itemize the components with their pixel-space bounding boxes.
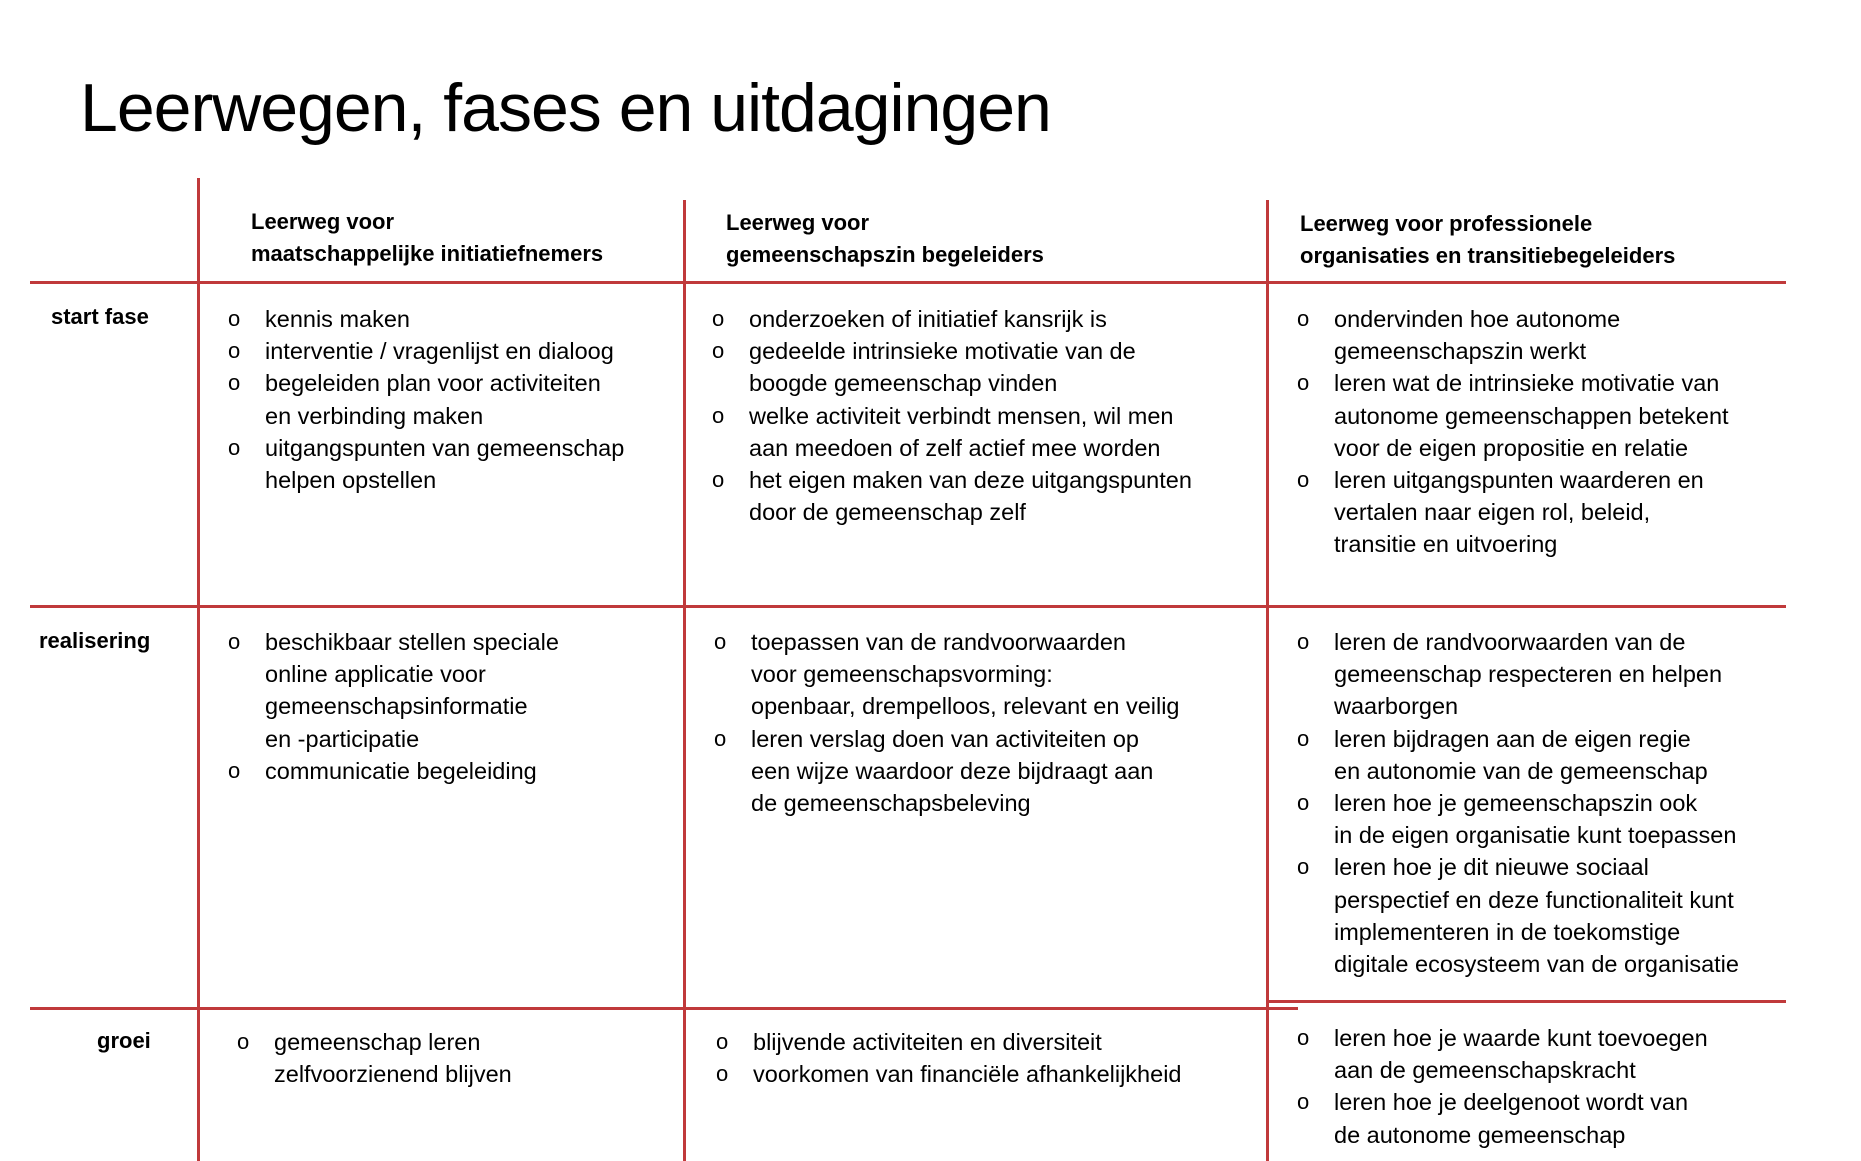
list-item: o leren de randvoorwaarden van de gemeenschap respecteren en helpen waarborgen [1297, 626, 1739, 723]
cell-list [714, 626, 1180, 819]
list-item: o beschikbaar stellen speciale online applicatie voor gemeenschapsinformatie en -participatie [228, 626, 559, 755]
column-header: Leerweg voor maatschappelijke initiatiefnemers [251, 209, 604, 266]
bullet-icon: o [228, 370, 241, 396]
bullet-icon: o [1297, 1025, 1310, 1050]
header-divider-line [30, 281, 1786, 284]
row-label: realisering [39, 628, 151, 653]
list-item: o het eigen maken van deze uitgangspunten door de gemeenschap zelf [712, 464, 1192, 528]
row-label: start fase [51, 304, 149, 329]
list-item: o leren hoe je gemeenschapszin ook in de eigen organisatie kunt toepassen [1297, 787, 1739, 851]
list-item: o gemeenschap leren zelfvoorzienend blijven [237, 1026, 512, 1090]
list-item: o leren hoe je dit nieuwe sociaal perspectief en deze functionaliteit kunt implementeren in de toekomstige digitale ecosysteem van de organisatie [1297, 851, 1739, 980]
bullet-icon: o [228, 306, 241, 331]
cell-list [1297, 1022, 1708, 1151]
list-item: o begeleiden plan voor activiteiten en verbinding maken [228, 367, 624, 431]
bullet-icon: o [1297, 306, 1310, 331]
page-title: Leerwegen, fases en uitdagingen [80, 70, 1051, 146]
row-label: groei [97, 1028, 151, 1053]
bullet-icon: o [228, 629, 241, 654]
list-item: o blijvende activiteiten en diversiteit [716, 1026, 1182, 1058]
bullet-icon: o [228, 338, 241, 364]
list-item: o leren wat de intrinsieke motivatie van autonome gemeenschappen betekent voor de eigen propositie en relatie [1297, 367, 1729, 464]
column-header: Leerweg voor gemeenschapszin begeleiders [726, 210, 1044, 267]
bullet-icon: o [714, 629, 727, 654]
bullet-icon: o [1297, 467, 1310, 493]
bullet-icon: o [712, 467, 725, 493]
list-item: o toepassen van de randvoorwaarden voor gemeenschapsvorming: openbaar, drempelloos, relevant en veilig [714, 626, 1180, 723]
cell-list [1297, 626, 1739, 980]
list-item: o leren uitgangspunten waarderen en vertalen naar eigen rol, beleid, transitie en uitvoering [1297, 464, 1729, 561]
list-item: o kennis maken [228, 303, 624, 335]
row-divider-line [30, 1007, 1298, 1010]
cell-list [1297, 303, 1729, 561]
list-item: o gedeelde intrinsieke motivatie van de boogde gemeenschap vinden [712, 335, 1192, 399]
column-divider-line [683, 200, 686, 1161]
list-item: o leren bijdragen aan de eigen regie en autonomie van de gemeenschap [1297, 723, 1739, 787]
bullet-icon: o [1297, 370, 1310, 396]
bullet-icon: o [1297, 629, 1310, 654]
bullet-icon: o [716, 1029, 729, 1054]
list-item: o leren hoe je deelgenoot wordt van de autonome gemeenschap [1297, 1086, 1708, 1150]
cell-list [237, 1026, 512, 1090]
list-item: o onderzoeken of initiatief kansrijk is [712, 303, 1192, 335]
bullet-icon: o [1297, 854, 1310, 880]
list-item: o leren hoe je waarde kunt toevoegen aan de gemeenschapskracht [1297, 1022, 1708, 1086]
cell-list [716, 1026, 1182, 1090]
bullet-icon: o [712, 338, 725, 364]
bullet-icon: o [228, 434, 241, 460]
list-item: o ondervinden hoe autonome gemeenschapszin werkt [1297, 303, 1729, 367]
cell-list [712, 303, 1192, 528]
list-item: o uitgangspunten van gemeenschap helpen opstellen [228, 432, 624, 496]
cell-list [228, 626, 559, 787]
bullet-icon: o [1297, 725, 1310, 751]
list-item: o voorkomen van financiële afhankelijkheid [716, 1058, 1182, 1090]
list-item: o communicatie begeleiding [228, 755, 559, 787]
cell-list [228, 303, 624, 496]
list-item: o leren verslag doen van activiteiten op een wijze waardoor deze bijdraagt aan de gemeenschapsbeleving [714, 723, 1180, 820]
bullet-icon: o [1297, 1089, 1310, 1115]
bullet-icon: o [714, 725, 727, 751]
bullet-icon: o [228, 757, 241, 783]
bullet-icon: o [1297, 790, 1310, 816]
row-divider-line [30, 605, 1786, 608]
bullet-icon: o [716, 1061, 729, 1087]
bullet-icon: o [237, 1029, 250, 1054]
bullet-icon: o [712, 306, 725, 331]
list-item: o interventie / vragenlijst en dialoog [228, 335, 624, 367]
column-divider-line [1266, 200, 1269, 1161]
column-divider-line [197, 178, 200, 1161]
column-header: Leerweg voor professionele organisaties en transitiebegeleiders [1300, 211, 1676, 268]
bullet-icon: o [712, 402, 725, 428]
row-divider-line [1268, 1000, 1786, 1003]
list-item: o welke activiteit verbindt mensen, wil men aan meedoen of zelf actief mee worden [712, 400, 1192, 464]
